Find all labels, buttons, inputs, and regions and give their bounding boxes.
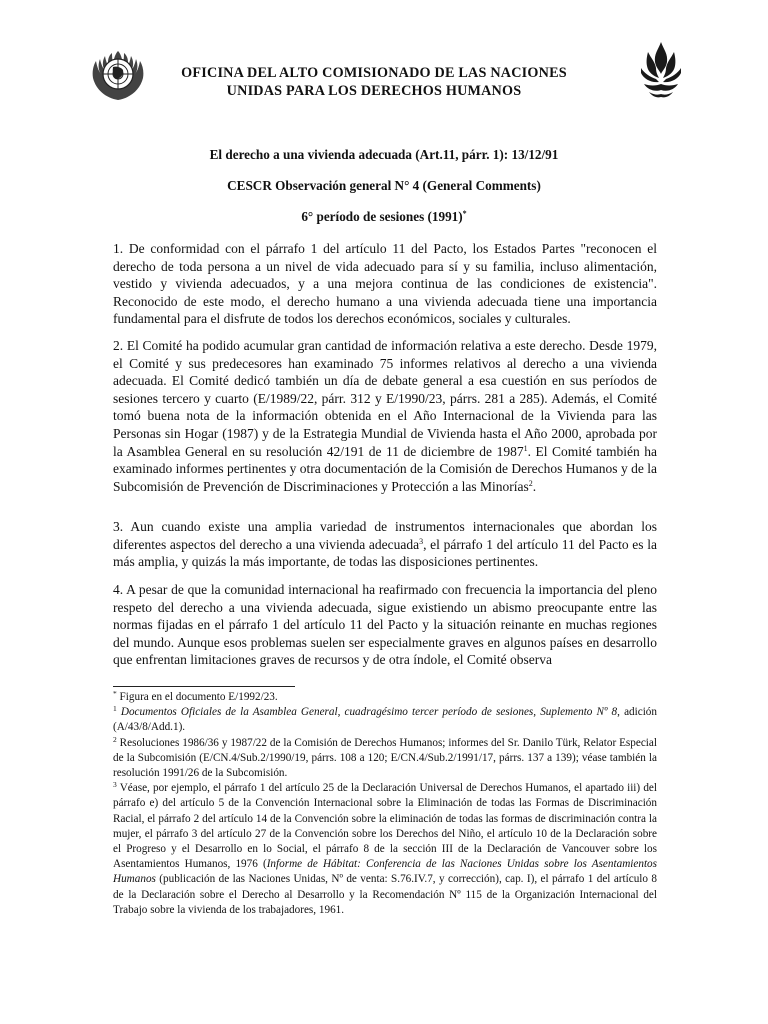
paragraph-2 [113,337,657,495]
footnote-star-mark: * [113,689,117,698]
organization-name [160,64,588,100]
footnote-3-mark: 3 [113,780,117,790]
paragraph-2-text-a: 2. El Comité ha podido acumular gran cantidad de información relativa a este derecho. Desde 1979, el Comité y sus predecesores han examinado 75 informes relativos al derecho a una vivienda adecuada. El Comité dedicó también un día de debate general a esa cuestión en sus períodos de sesiones tercero y cuarto (E/1989/22, párr. 312 y E/1990/23, párrs. 281 a 285). Además, el Comité tomó buena nota de la información obtenida en el Año Internacional de la Vivienda para las Personas sin Hogar (1987) y de la Estrategia Mundial de Vivienda hasta el Año 2000, aprobada por la Asamblea General en su resolución 42/191 de 11 de diciembre de 1987 [113,338,657,459]
footnote-3-italic: Informe de Hábitat: Conferencia de las Naciones Unidas sobre los Asentamientos Humanos [113,858,657,886]
footnotes [113,690,657,918]
human-rights-flame-icon [638,40,684,100]
paragraph-3 [113,518,657,571]
footnote-3 [113,781,657,918]
session-title [112,209,656,225]
paragraph-1: 1. De conformidad con el párrafo 1 del artículo 11 del Pacto, los Estados Partes "reconocen el derecho de toda persona a un nivel de vida adecuado para sí y su familia, incluso alimentación, vestido y vivienda adecuados, y a una mejora continua de las condiciones de existencia". Reconocido de este modo, el derecho humano a una vivienda adecuada tiene una importancia fundamental para el disfrute de todos los derechos económicos, sociales y culturales. [113,241,657,327]
footnote-2-text: Resoluciones 1986/36 y 1987/22 de la Comisión de Derechos Humanos; informes del Sr. Danilo Türk, Relator Especial de la Subcomisión (E/CN.4/Sub.2/1990/19, párrs. 108 a 120; E/CN.4/Sub.2/1991/17, párrs. 137 a 139); véase también la resolución 1991/26 de la Subcomisión. [113,736,657,780]
footnote-star-text: Figura en el documento E/1992/23. [116,691,278,703]
footnote-1-text: , adición (A/43/8/Add.1). [113,706,657,734]
session-title-text: 6° período de sesiones (1991) [301,209,463,224]
paragraph-3-text-a: 3. Aun cuando existe una amplia variedad de instrumentos internacionales que abordan los diferentes aspectos del derecho a una vivienda adecuada [113,519,657,552]
footnote-divider [113,686,295,687]
footnote-1-italic: Documentos Oficiales de la Asamblea General, cuadragésimo tercer período de sesiones, Suplemento Nº 8 [116,706,618,719]
un-emblem-icon [86,42,150,106]
footnote-2 [113,736,657,782]
footnote-2-mark: 2 [113,734,117,744]
paragraph-4: 4. A pesar de que la comunidad internacional ha reafirmado con frecuencia la importancia del pleno respeto del derecho a una vivienda adecuada, sigue existiendo un abismo preocupante entre las normas fijadas en el párrafo 1 del artículo 11 del Pacto y la situación reinante en muchas regiones del mundo. Aunque esos problemas suelen ser especialmente graves en algunos países en desarrollo que enfrentan limitaciones graves de recursos y de otra índole, el Comité observa [113,582,657,668]
session-footnote-marker: * [462,209,467,218]
footnote-1 [113,705,657,735]
org-line-1: OFICINA DEL ALTO COMISIONADO DE LAS NACIONES [181,65,567,81]
footnote-1-mark: 1 [113,704,117,714]
paragraph-2-text-b: . El Comité también ha examinado informes pertinentes y otra documentación de la Comisión de Derechos Humanos y de la Subcomisión de Prevención de Discriminaciones y Protección a las Minorías [113,443,657,494]
footnote-3-text-b: (publicación de las Naciones Unidas, Nº de venta: S.76.IV.7, y corrección), cap. I), el párrafo 1 del artículo 8 de la Declaración sobre el Derecho al Desarrollo y la Recomendación Nº 115 de la Organización Internacional del Trabajo sobre la vivienda de los trabajadores, 1961. [113,873,657,916]
document-subtitle: CESCR Observación general N° 4 (General Comments) [227,178,541,193]
footnote-star [113,690,657,705]
paragraph-3-text-b: , el párrafo 1 del artículo 11 del Pacto es la más amplia, y quizás la más importante, de todas las disposiciones pertinentes. [113,536,657,570]
footnote-ref-3: 3 [419,536,424,546]
document-title: El derecho a una vivienda adecuada (Art.11, párr. 1): 13/12/91 [209,147,559,162]
footnote-ref-1: 1 [523,443,528,453]
footnote-ref-2: 2 [528,478,533,488]
footnote-3-text-a: Véase, por ejemplo, el párrafo 1 del artículo 25 de la Declaración Universal de Derechos Humanos, el apartado iii) del párrafo e) del artículo 5 de la Convención Internacional sobre la Eliminación de todas las Formas de Discriminación Racial, el párrafo 2 del artículo 14 de la Convención sobre la eliminación de todas las formas de discriminación contra la mujer, el párrafo 3 del artículo 27 de la Convención sobre los Derechos del Niño, el artículo 10 de la Declaración sobre el Progreso y el Desarrollo en lo Social, el párrafo 8 de la sección III de la Declaración de Vancouver sobre los Asentamientos Humanos, 1976 ( [113,782,657,871]
paragraph-2-text-c: . [532,478,537,494]
org-line-2: UNIDAS PARA LOS DERECHOS HUMANOS [226,83,522,99]
